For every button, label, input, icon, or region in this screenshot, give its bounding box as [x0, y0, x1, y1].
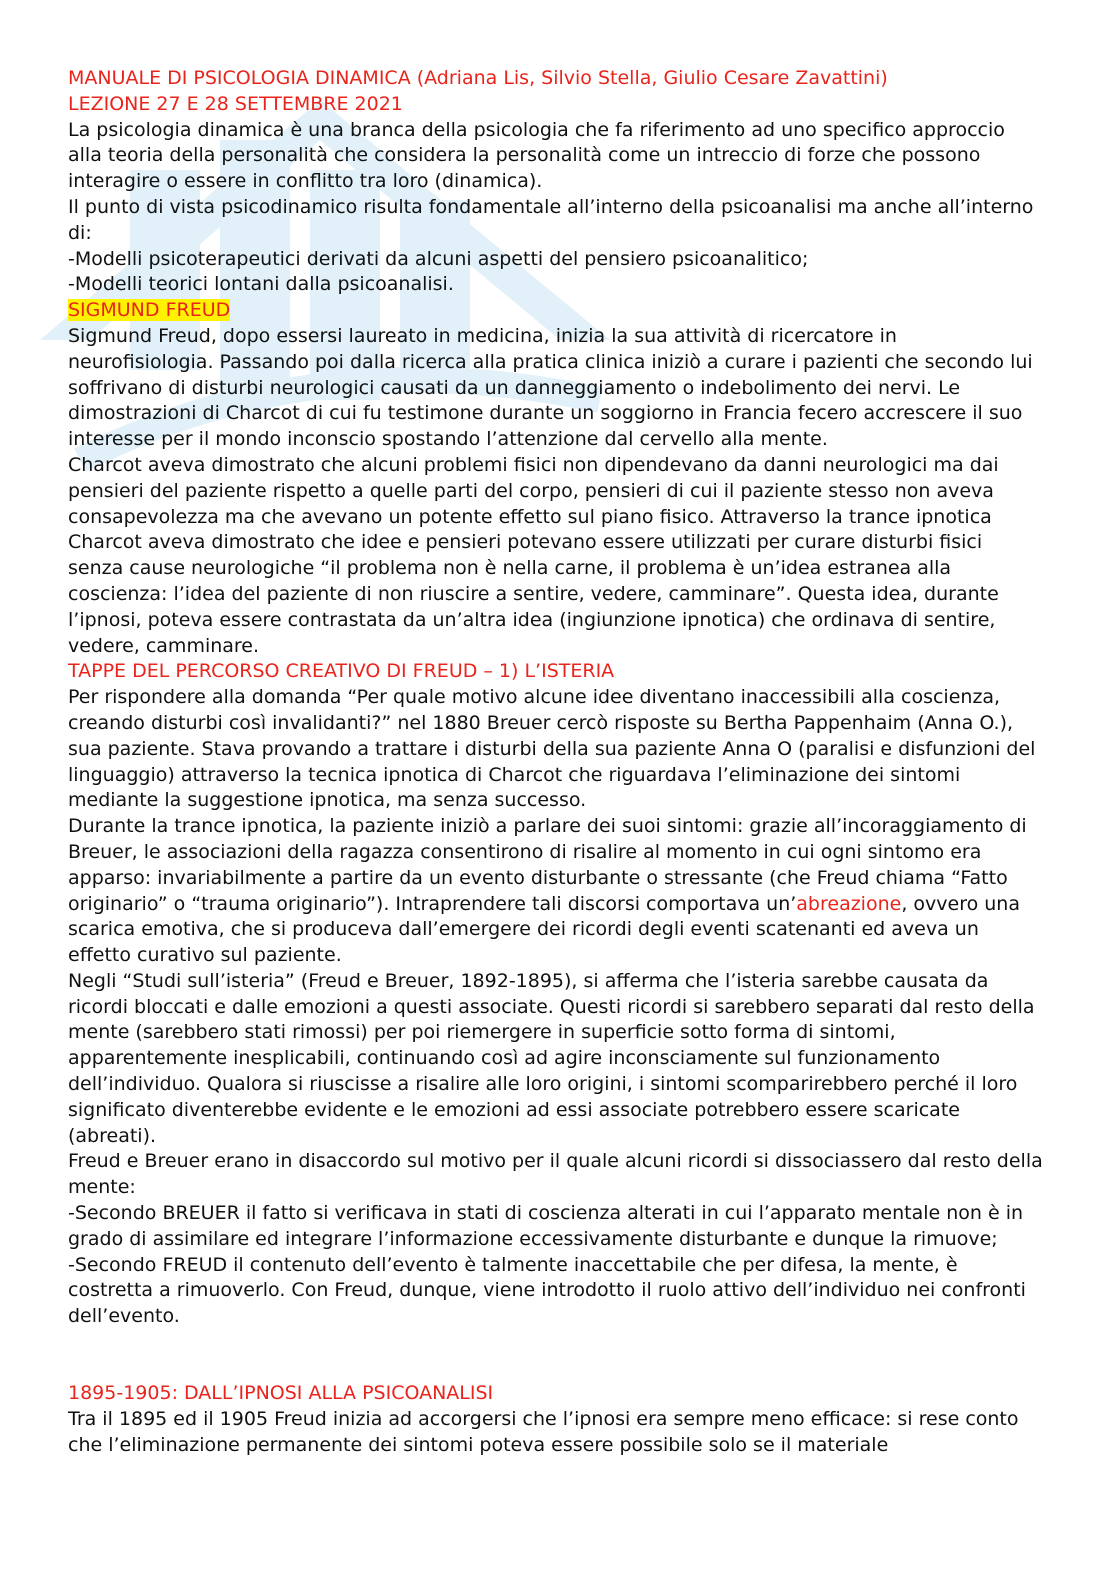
abreazione-term: abreazione — [796, 892, 902, 915]
freud-paragraph-2: Charcot aveva dimostrato che alcuni problemi fisici non dipendevano da danni neurologici ma dai pensieri del paziente rispetto a quelle parti del corpo, pensieri di cui il paziente stesso non aveva consapevolezza ma che avevano un potente effetto sul piano fisico. Attraverso la trance ipnotica Charcot aveva dimostrato che idee e pensieri potevano essere utilizzati per curare disturbi fisici senza cause neurologiche “il problema non è nella carne, il problema è un’idea estranea alla coscienza: l’idea del paziente di non riuscire a sentire, vedere, camminare”. Questa idea, durante l’ipnosi, poteva essere contrastata da un’altra idea (ingiunzione ipnotica) che ordinava di sentire, vedere, camminare. — [68, 453, 999, 657]
isteria-paragraph-3: Negli “Studi sull’isteria” (Freud e Breuer, 1892-1895), si afferma che l’isteria sarebbe causata da ricordi bloccati e dalle emozioni a questi associate. Questi ricordi si sarebbero separati dal resto della mente (sarebbero stati rimossi) per poi riemergere in superficie sotto forma di sintomi, apparentemente inesplicabili, continuando così ad agire inconsciamente sul funzionamento dell’individuo. Qualora si riuscisse a risalire alle loro origini, i sintomi scomparirebbero perché il loro significato diventerebbe evidente e le emozioni ad essi associate potrebbero essere scaricate (abreati). — [68, 969, 1035, 1147]
isteria-paragraph-1: Per rispondere alla domanda “Per quale motivo alcune idee diventano inaccessibili alla coscienza, creando disturbi così invalidanti?” nel 1880 Breuer cercò risposte su Bertha Pappenhaim (Anna O.), sua paziente. Stava provando a trattare i disturbi della sua paziente Anna O (paralisi e disfunzioni del linguaggio) attraverso la tecnica ipnotica di Charcot che riguardava l’eliminazione dei sintomi mediante la suggestione ipnotica, ma senza successo. — [68, 686, 1036, 812]
isteria-list-item-1: -Secondo BREUER il fatto si verificava in stati di coscienza alterati in cui l’apparato mentale non è in grado di assimilare ed integrare l’informazione eccessivamente disturbante e dunque la rimuove; — [68, 1202, 1024, 1250]
psicoanalisi-paragraph-1: Tra il 1895 ed il 1905 Freud inizia ad accorgersi che l’ipnosi era sempre meno efficace: si rese conto che l’eliminazione permanente dei sintomi poteva essere possibile solo se il materiale — [68, 1407, 1019, 1456]
isteria-p2-after: , ovvero una scarica emotiva, che si produceva dall’emergere dei ricordi degli eventi scatenanti ed aveva un effetto curativo sul paziente. — [68, 892, 1020, 967]
isteria-heading: TAPPE DEL PERCORSO CREATIVO DI FREUD – 1) L’ISTERIA — [68, 660, 615, 683]
lesson-date: LEZIONE 27 E 28 SETTEMBRE 2021 — [68, 92, 403, 115]
isteria-p2-before: Durante la trance ipnotica, la paziente iniziò a parlare dei suoi sintomi: grazie all’incoraggiamento di Breuer, le associazioni della ragazza consentirono di risalire al momento in cui ogni sintomo era apparso: invariabilmente a partire da un evento disturbante o stressante (che Freud chiama “Fatto originario” o “trauma originario”). Intraprendere tali discorsi comportava un’ — [68, 815, 1027, 915]
document-title: MANUALE DI PSICOLOGIA DINAMICA (Adriana Lis, Silvio Stella, Giulio Cesare Zavattini) — [68, 67, 888, 89]
freud-heading: SIGMUND FREUD — [68, 299, 231, 322]
freud-paragraph-1: Sigmund Freud, dopo essersi laureato in medicina, inizia la sua attività di ricercatore in neurofisiologia. Passando poi dalla ricerca alla pratica clinica iniziò a curare i pazienti che secondo lui soffrivano di disturbi neurologici causati da un danneggiamento o indebolimento dei nervi. Le dimostrazioni di Charcot di cui fu testimone durante un soggiorno in Francia fecero accrescere il suo interesse per il mondo inconscio spostando l’attenzione dal cervello alla mente. — [68, 324, 1033, 451]
intro-list-item-1: -Modelli psicoterapeutici derivati da alcuni aspetti del pensiero psicoanalitico; — [68, 247, 809, 270]
intro-paragraph-2: Il punto di vista psicodinamico risulta fondamentale all’interno della psicoanalisi ma anche all’interno di: — [68, 195, 1034, 244]
intro-list-item-2: -Modelli teorici lontani dalla psicoanalisi. — [68, 273, 454, 296]
isteria-list-item-2: -Secondo FREUD il contenuto dell’evento è talmente inaccettabile che per difesa, la mente, è costretta a rimuoverlo. Con Freud, dunque, viene introdotto il ruolo attivo dell’individuo nei confronti dell’evento. — [68, 1253, 1026, 1328]
intro-paragraph-1: La psicologia dinamica è una branca della psicologia che fa riferimento ad uno specifico approccio alla teoria della personalità che considera la personalità come un intreccio di forze che possono interagire o essere in conflitto tra loro (dinamica). — [68, 118, 1005, 193]
isteria-paragraph-2 — [68, 814, 1043, 969]
isteria-paragraph-4: Freud e Breuer erano in disaccordo sul motivo per il quale alcuni ricordi si dissociassero dal resto della mente: — [68, 1150, 1043, 1199]
document-page — [68, 66, 1043, 1458]
psicoanalisi-heading: 1895-1905: DALL’IPNOSI ALLA PSICOANALISI — [68, 1382, 494, 1405]
freud-heading-line — [68, 298, 1043, 324]
section-spacer — [68, 1330, 1043, 1381]
